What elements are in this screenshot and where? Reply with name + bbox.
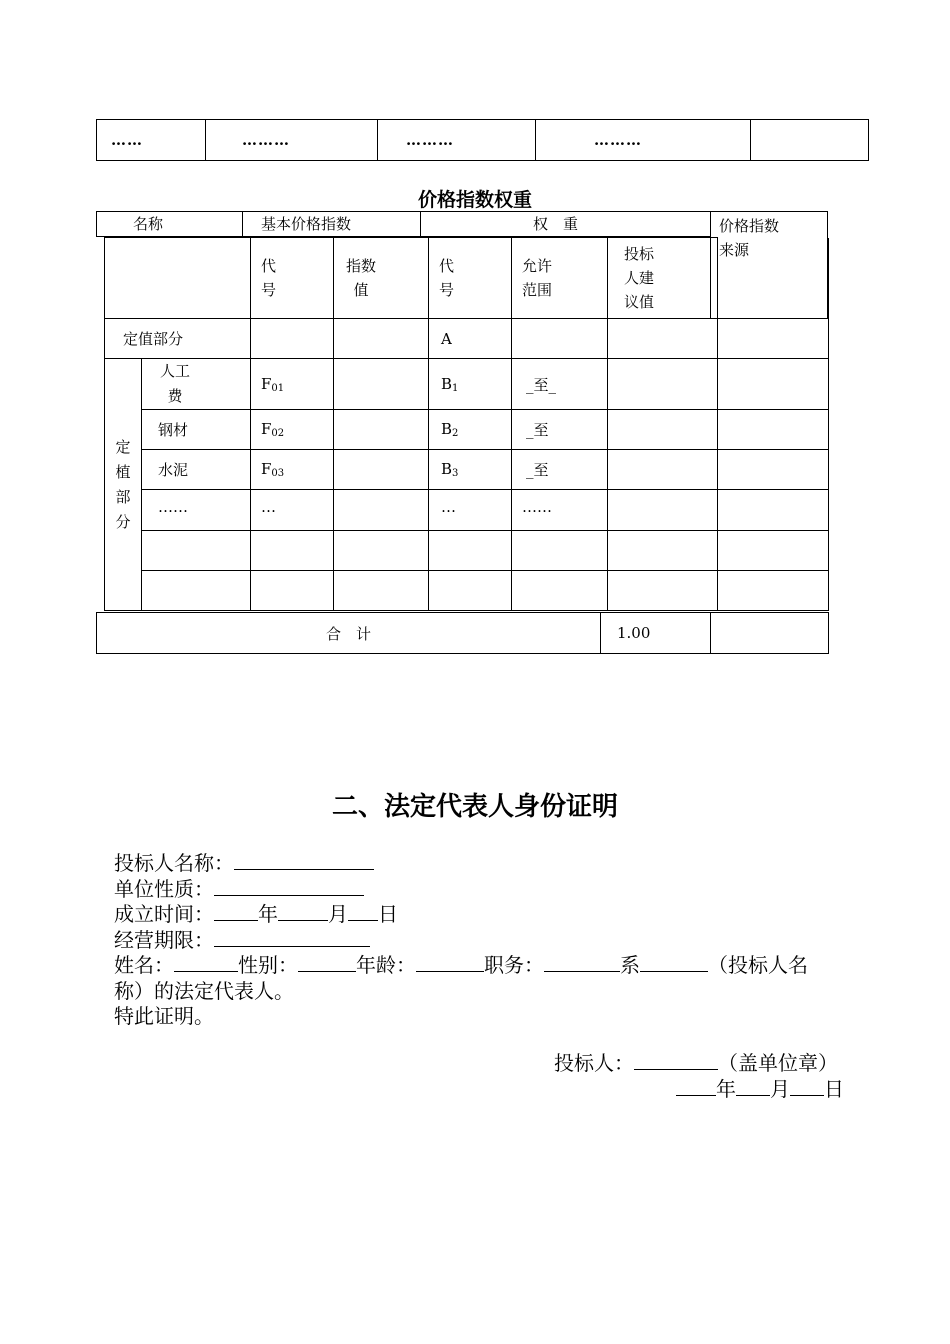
blank-field[interactable] (676, 1077, 716, 1096)
form-line-person (114, 953, 864, 979)
weights-table (104, 237, 829, 611)
form-label: 成立时间： (114, 902, 214, 926)
table-cell (608, 450, 718, 490)
table-cell (718, 450, 829, 490)
blank-field[interactable] (736, 1077, 770, 1096)
table-cell (334, 410, 429, 450)
fcode-sub: 01 (271, 382, 285, 394)
variable-part-label (105, 359, 142, 611)
variable-row (105, 410, 829, 450)
form-line-bidder-name (114, 851, 864, 877)
header-basic-index (242, 211, 421, 237)
form-label: 经营期限： (114, 927, 214, 952)
blank-field[interactable] (416, 953, 484, 972)
form-line-term (114, 928, 864, 954)
blank-field[interactable] (790, 1077, 824, 1096)
header-code1-label: 代号 (261, 257, 277, 299)
bcode-sub: 2 (452, 428, 459, 439)
variable-fcode: … (251, 490, 334, 531)
variable-row (105, 450, 829, 490)
table-cell (608, 531, 718, 571)
fixed-row (105, 319, 829, 359)
table-cell (608, 571, 718, 611)
table-cell (608, 490, 718, 531)
table-cell (751, 120, 869, 161)
table-cell (429, 571, 512, 611)
variable-range: _至 (512, 410, 608, 450)
variable-part-text: 定植部分 (115, 437, 131, 531)
variable-row (105, 490, 829, 531)
table-cell (718, 319, 829, 359)
blank-field[interactable] (234, 851, 374, 870)
table-cell (512, 319, 608, 359)
date-line (554, 1077, 864, 1103)
blank-row (105, 531, 829, 571)
table-cell (105, 238, 251, 319)
table-header-row (105, 238, 829, 319)
variable-name (142, 359, 251, 410)
bcode-text: B (441, 374, 453, 393)
table-cell (718, 531, 829, 571)
variable-name: …… (142, 490, 251, 531)
fcode-sub: 02 (271, 428, 285, 439)
blank-field[interactable] (174, 953, 238, 972)
table-cell (608, 319, 718, 359)
total-label: 合 计 (97, 613, 601, 654)
header-bidder-value-label: 投标人建议值 (624, 245, 655, 311)
signature-line (554, 1051, 864, 1077)
header-range-label: 允许范围 (522, 257, 553, 299)
table-title: 价格指数权重 (417, 189, 532, 211)
blank-field[interactable] (214, 902, 258, 921)
table-cell (608, 359, 718, 410)
table-cell (142, 571, 251, 611)
blank-field[interactable] (640, 953, 708, 972)
blank-field[interactable] (278, 902, 328, 921)
header-range (512, 238, 608, 319)
variable-range: _至_ (512, 359, 608, 410)
variable-fcode (251, 359, 334, 410)
fixed-row-label: 定值部分 (105, 319, 251, 359)
header-name (96, 211, 243, 237)
table-cell (334, 450, 429, 490)
header-basic-index-label: 基本价格指数 (261, 215, 352, 233)
total-value: 1.00 (601, 613, 711, 654)
table-cell: …… (97, 120, 206, 161)
continuation-table (96, 119, 869, 161)
table-cell (334, 531, 429, 571)
form-label: 单位性质： (114, 876, 214, 901)
form-label: 年龄： (356, 953, 416, 977)
variable-bcode: … (429, 490, 512, 531)
form-label: 职务： (484, 953, 544, 977)
form-label: 月 (770, 1076, 790, 1101)
blank-field[interactable] (348, 902, 378, 921)
table-cell (718, 238, 829, 319)
header-code1 (251, 238, 334, 319)
bcode-sub: 3 (452, 468, 459, 479)
variable-bcode (429, 359, 512, 410)
variable-bcode (429, 410, 512, 450)
form-line-established (114, 902, 864, 928)
header-bidder-value (608, 238, 718, 319)
variable-range: _至 (512, 450, 608, 490)
header-weight-label: 权 重 (532, 215, 578, 233)
table-row (97, 120, 869, 161)
total-table (96, 612, 829, 654)
form-label: 年 (258, 902, 278, 926)
form-label: 投标人名称： (114, 851, 234, 875)
identity-form (114, 851, 864, 1030)
form-line-rep: 称）的法定代表人。 (114, 978, 294, 1003)
table-cell (718, 410, 829, 450)
form-label: 月 (328, 902, 348, 926)
form-line-unit-nature (114, 877, 864, 903)
variable-fcode (251, 410, 334, 450)
form-label: 年 (716, 1076, 736, 1101)
blank-field[interactable] (298, 953, 356, 972)
table-cell (512, 571, 608, 611)
blank-field[interactable] (634, 1051, 718, 1070)
table-cell (334, 490, 429, 531)
fcode-sub: 03 (271, 468, 285, 479)
form-label: 投标人： (554, 1051, 634, 1075)
form-label: 姓名： (114, 953, 174, 977)
variable-range: …… (512, 490, 608, 531)
form-label: 性别： (238, 953, 298, 977)
header-code2 (429, 238, 512, 319)
header-code2-label: 代号 (439, 257, 455, 299)
bcode-text: B (441, 420, 453, 438)
table-cell (251, 571, 334, 611)
table-cell (718, 490, 829, 531)
header-name-label: 名称 (133, 215, 164, 233)
signature-block (554, 1051, 864, 1102)
table-cell (718, 359, 829, 410)
table-cell (334, 319, 429, 359)
table-cell (718, 571, 829, 611)
fcode-text: F (261, 460, 272, 478)
table-cell: ……… (206, 120, 378, 161)
variable-name: 钢材 (142, 410, 251, 450)
table-cell (429, 531, 512, 571)
table-cell: ……… (378, 120, 536, 161)
fcode-text: F (261, 420, 272, 438)
fixed-row-code: A (429, 319, 512, 359)
table-cell (334, 571, 429, 611)
form-label: 日 (824, 1076, 844, 1101)
header-index-value-label: 指数值 (345, 257, 376, 299)
bcode-sub: 1 (452, 382, 459, 394)
form-label: （盖单位章） (718, 1051, 838, 1075)
form-label: 系 (620, 953, 640, 977)
blank-row (105, 571, 829, 611)
table-cell (251, 319, 334, 359)
bcode-text: B (441, 460, 453, 478)
blank-field[interactable] (214, 877, 364, 896)
variable-name: 水泥 (142, 450, 251, 490)
table-cell (334, 359, 429, 410)
variable-row (105, 359, 829, 410)
form-label: （投标人名 (708, 953, 808, 977)
header-weight (420, 211, 711, 237)
blank-field[interactable] (544, 953, 620, 972)
variable-fcode (251, 450, 334, 490)
section-title: 二、法定代表人身份证明 (331, 792, 618, 822)
table-cell (608, 410, 718, 450)
variable-name-text: 人工费 (159, 362, 190, 405)
table-cell (711, 613, 829, 654)
table-cell: ……… (536, 120, 751, 161)
blank-field[interactable] (214, 928, 370, 947)
header-source-label: 价格指数来源 (719, 217, 780, 259)
form-label: 日 (378, 902, 398, 926)
header-index-value (334, 238, 429, 319)
table-cell (251, 531, 334, 571)
table-cell (512, 531, 608, 571)
table-cell (142, 531, 251, 571)
fcode-text: F (261, 374, 272, 393)
form-line-certify: 特此证明。 (114, 1004, 214, 1028)
variable-bcode (429, 450, 512, 490)
total-row (97, 613, 829, 654)
